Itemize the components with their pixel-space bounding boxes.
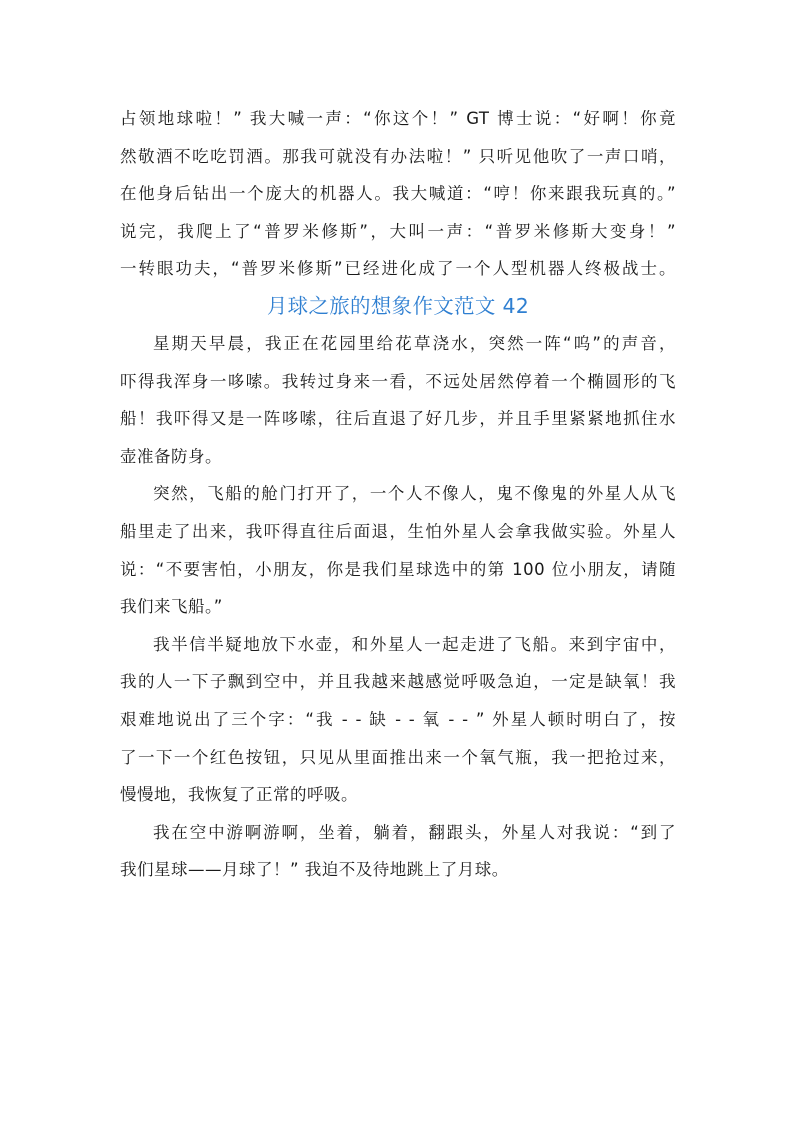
paragraph (120, 626, 676, 814)
text-line: 慢慢地，我恢复了正常的呼吸。 (120, 785, 358, 805)
text-line: 我们星球——月球了！” 我迫不及待地跳上了月球。 (120, 860, 509, 880)
document-content (120, 100, 676, 889)
text-line: 我在空中游啊游啊，坐着，躺着，翻跟头，外星人对我说：“到了 (153, 822, 676, 842)
text-line: 在他身后钻出一个庞大的机器人。我大喊道：“哼！你来跟我玩真的。” (120, 184, 676, 204)
text-line: 一转眼功夫，“普罗米修斯”已经进化成了一个人型机器人终极战士。 (120, 259, 676, 279)
paragraph (120, 475, 676, 625)
text-line: 我半信半疑地放下水壶，和外星人一起走进了飞船。来到宇宙中， (153, 634, 676, 654)
text-line: 说：“不要害怕，小朋友，你是我们星球选中的第 100 位小朋友，请随 (120, 559, 676, 579)
text-line: 占领地球啦！” 我大喊一声：“你这个！” GT 博士说：“好啊！你竟 (120, 109, 676, 128)
paragraph (120, 814, 676, 889)
paragraph (120, 325, 676, 475)
text-line: 然敬酒不吃吃罚酒。那我可就没有办法啦！” 只听见他吹了一声口哨， (120, 146, 676, 166)
intro-paragraph (120, 100, 676, 288)
text-line: 船！我吓得又是一阵哆嗦，往后直退了好几步，并且手里紧紧地抓住水 (120, 409, 676, 429)
section-title: 月球之旅的想象作文范文 42 (266, 293, 530, 318)
text-line: 星期天早晨，我正在花园里给花草浇水，突然一阵“呜”的声音， (153, 333, 676, 353)
text-line: 了一下一个红色按钮，只见从里面推出来一个氧气瓶，我一把抢过来， (120, 747, 676, 767)
text-line: 我的人一下子飘到空中，并且我越来越感觉呼吸急迫，一定是缺氧！我 (120, 672, 676, 692)
text-line: 艰难地说出了三个字：“我 - - 缺 - - 氧 - - ” 外星人顿时明白了，按 (120, 709, 676, 729)
text-line: 说完，我爬上了“普罗米修斯”，大叫一声：“普罗米修斯大变身！” (120, 221, 676, 241)
text-line: 吓得我浑身一哆嗦。我转过身来一看，不远处居然停着一个椭圆形的飞 (120, 371, 676, 391)
text-line: 我们来飞船。” (120, 597, 223, 617)
text-line: 突然，飞船的舱门打开了，一个人不像人，鬼不像鬼的外星人从飞 (153, 484, 676, 504)
text-line: 船里走了出来，我吓得直往后面退，生怕外星人会拿我做实验。外星人 (120, 521, 676, 541)
text-line: 壶准备防身。 (120, 446, 222, 466)
